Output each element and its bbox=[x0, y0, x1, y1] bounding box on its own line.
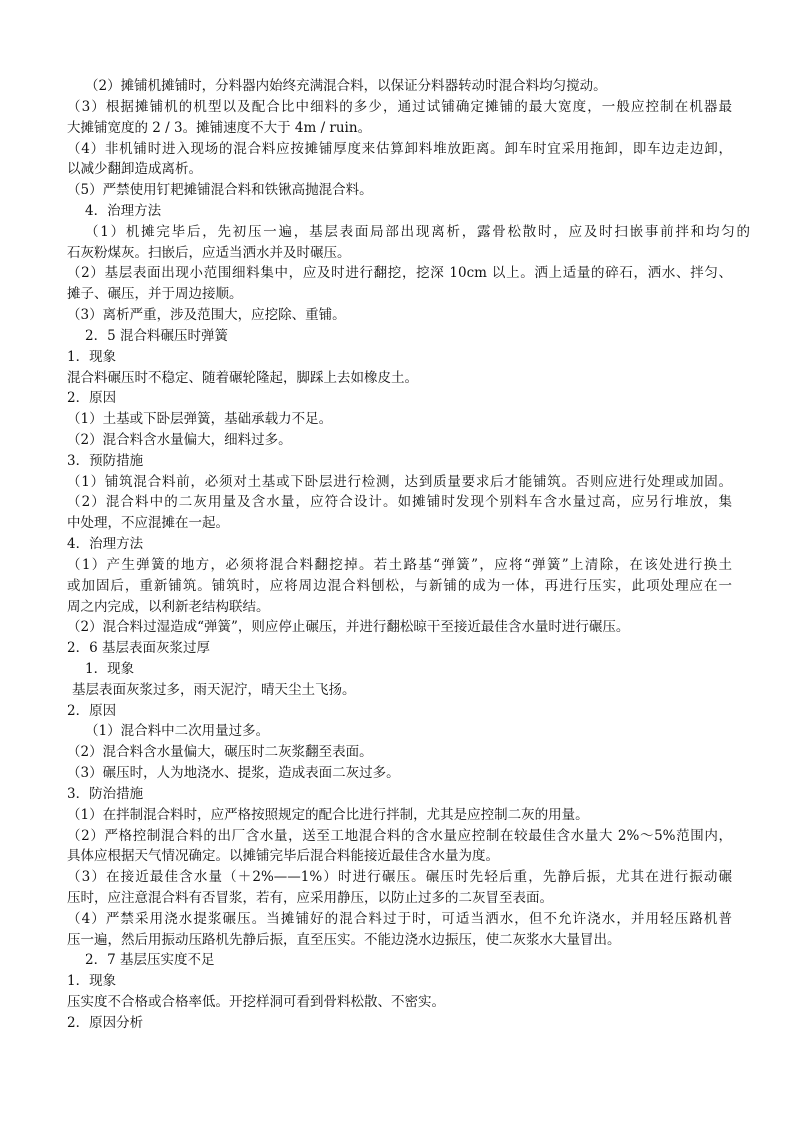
text-line: （4）非机铺时进入现场的混合料应按摊铺厚度来估算卸料堆放距离。卸车时宜采用拖卸，即车边走边卸， bbox=[67, 140, 732, 157]
text-line: （2）混合料含水量偏大，细料过多。 bbox=[67, 431, 292, 448]
section-heading: 1．现象 bbox=[67, 973, 117, 990]
text-line: 或加固后，重新铺筑。铺筑时，应将周边混合料刨松，与新铺的成为一体，再进行压实，此项处理应在一 bbox=[67, 577, 732, 594]
text-line: （2）严格控制混合料的出厂含水量，送至工地混合料的含水量应控制在较最佳含水量大 2%～5%范围内， bbox=[67, 827, 732, 844]
text-line: 压一遍，然后用振动压路机先静后振，直至压实。不能边浇水边振压，使二灰浆水大量冒出。 bbox=[67, 931, 621, 948]
text-line: （2）混合料中的二灰用量及含水量，应符合设计。如摊铺时发现个别料车含水量过高，应另行堆放，集 bbox=[67, 494, 732, 511]
text-line: （2）摊铺机摊铺时，分料器内始终充满混合料，以保证分料器转动时混合料均匀搅动。 bbox=[85, 78, 607, 94]
text-line: （3）碾压时，人为地浇水、提浆，造成表面二灰过多。 bbox=[67, 765, 400, 782]
text-line: （2）基层表面出现小范围细料集中，应及时进行翻挖，挖深 10cm 以上。洒上适量的碎石，洒水、拌匀、 bbox=[67, 265, 732, 282]
text-line: 具体应根据天气情况确定。以摊铺完毕后混合料能接近最佳含水量为度。 bbox=[67, 848, 499, 865]
text-line: （4）严禁采用浇水提浆碾压。当摊铺好的混合料过于时，可适当洒水，但不允许浇水，并用轻压路机普 bbox=[67, 910, 732, 927]
text-line: （1）铺筑混合料前，必须对土基或下卧层进行检测，达到质量要求后才能铺筑。否则应进行处理或加固。 bbox=[67, 473, 732, 490]
text-line: （3）根据摊铺机的机型以及配合比中细料的多少，通过试铺确定摊铺的最大宽度，一般应控制在机器最 bbox=[67, 98, 732, 115]
text-line: （2）混合料含水量偏大，碾压时二灰浆翻至表面。 bbox=[67, 744, 373, 761]
section-heading: 2．原因分析 bbox=[67, 1014, 144, 1031]
text-line: （1）在拌制混合料时，应严格按照规定的配合比进行拌制，尤其是应控制二灰的用量。 bbox=[67, 806, 589, 823]
text-line: （3）离析严重，涉及范围大，应挖除、重铺。 bbox=[67, 307, 346, 323]
section-heading: 2．原因 bbox=[67, 702, 117, 719]
text-line: 中处理，不应混摊在一起。 bbox=[67, 515, 229, 532]
text-line: 石灰粉煤灰。扫嵌后，应适当洒水并及时碾压。 bbox=[67, 244, 351, 261]
text-line: （1）混合料中二次用量过多。 bbox=[85, 723, 270, 740]
text-line: （3）在接近最佳含水量（＋2%——1%）时进行碾压。碾压时先轻后重，先静后振，尤其在进行振动碾 bbox=[67, 869, 732, 886]
section-heading: 1．现象 bbox=[85, 661, 135, 677]
text-line: （1）机摊完毕后，先初压一遍，基层表面局部出现离析，露骨松散时，应及时扫嵌事前拌和均匀的 bbox=[85, 223, 750, 240]
section-heading: 3．防治措施 bbox=[67, 785, 144, 802]
text-line: 以减少翻卸造成离析。 bbox=[67, 161, 202, 178]
text-line: 大摊铺宽度的 2 / 3。摊铺速度不大于 4m / ruin。 bbox=[67, 119, 372, 136]
section-heading: 2．6 基层表面灰浆过厚 bbox=[67, 640, 210, 657]
text-line: 压实度不合格或合格率低。开挖样洞可看到骨料松散、不密实。 bbox=[67, 994, 445, 1011]
text-line: 摊子、碾压，并于周边接顺。 bbox=[67, 286, 243, 303]
text-line: 周之内完成，以利新老结构联结。 bbox=[67, 598, 270, 615]
section-heading: 1．现象 bbox=[67, 348, 117, 365]
text-line: （2）混合料过湿造成“弹簧”，则应停止碾压，并进行翻松晾干至接近最佳含水量时进行碾压。 bbox=[67, 619, 630, 636]
text-line: 基层表面灰浆过多，雨天泥泞，晴天尘土飞扬。 bbox=[72, 681, 356, 698]
text-line: （5）严禁使用钉耙摊铺混合料和铁锹高抛混合料。 bbox=[67, 182, 373, 199]
text-line: （1）土基或下卧层弹簧，基础承载力不足。 bbox=[67, 411, 333, 428]
text-line: 混合料碾压时不稳定、随着碾轮隆起，脚踩上去如橡皮土。 bbox=[67, 369, 418, 386]
section-heading: 4．治理方法 bbox=[67, 536, 144, 552]
section-heading: 2．7 基层压实度不足 bbox=[85, 952, 215, 969]
text-line: 压时，应注意混合料有否冒浆，若有，应采用静压，以防止过多的二灰冒至表面。 bbox=[67, 890, 553, 906]
section-heading: 2．原因 bbox=[67, 390, 117, 407]
section-heading: 3．预防措施 bbox=[67, 452, 144, 469]
section-heading: 4．治理方法 bbox=[85, 202, 162, 219]
text-line: （1）产生弹簧的地方，必须将混合料翻挖掉。若土路基“弹簧”，应将“弹簧”上清除，在该处进行换土 bbox=[67, 556, 732, 573]
section-heading: 2．5 混合料碾压时弹簧 bbox=[85, 327, 228, 344]
